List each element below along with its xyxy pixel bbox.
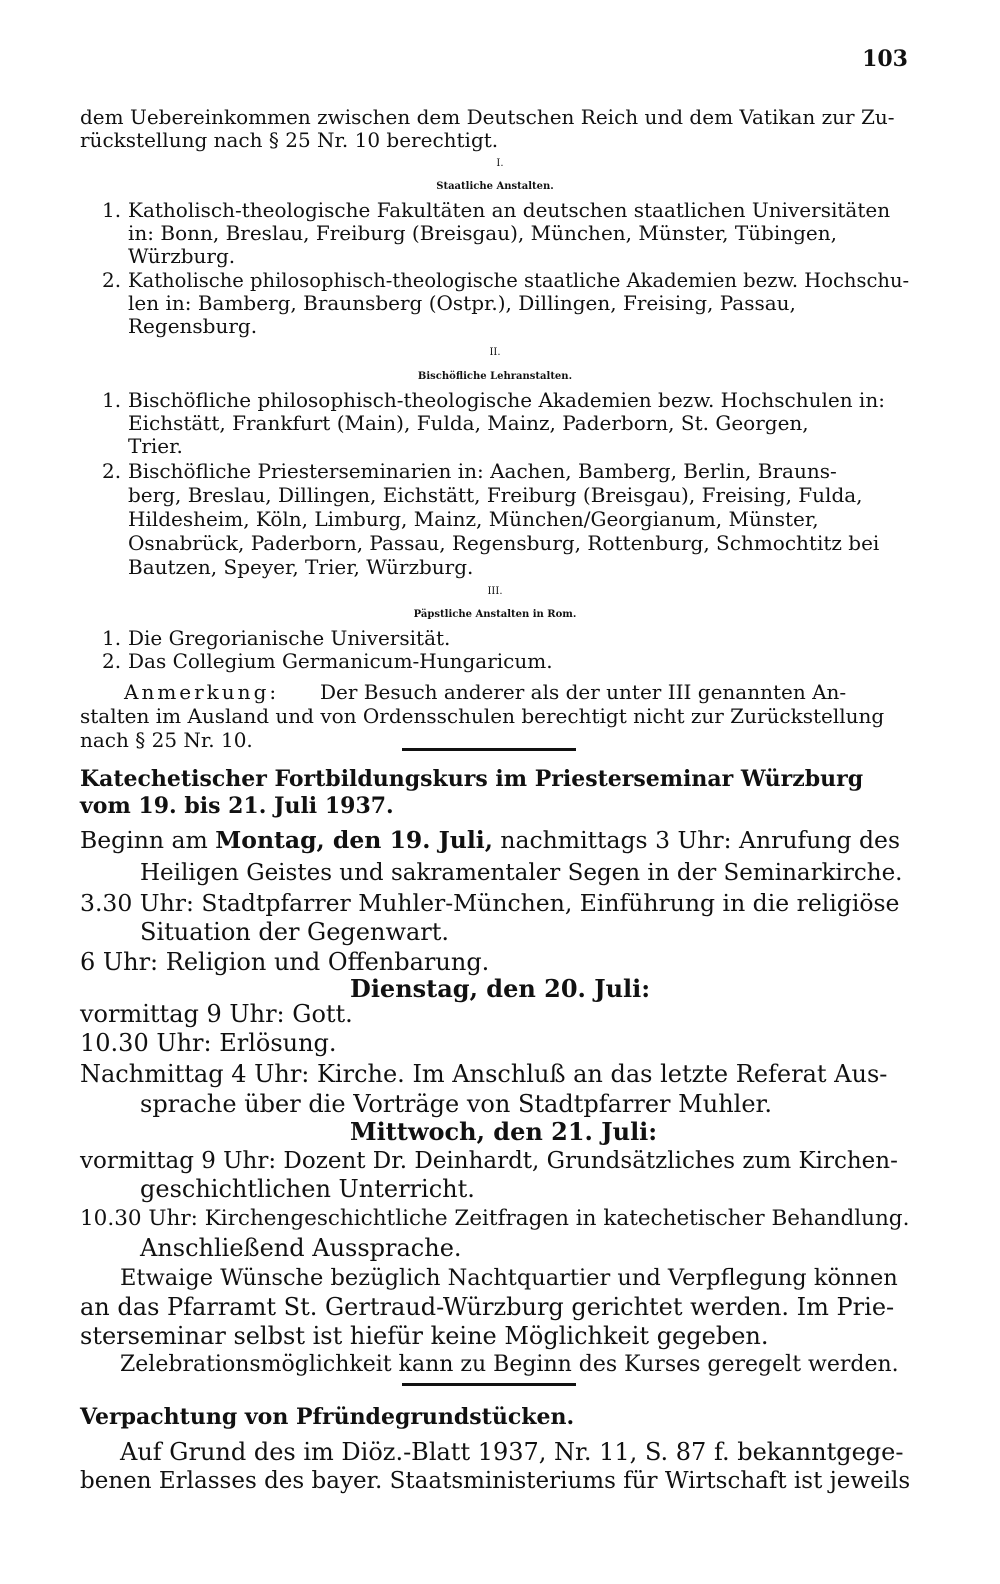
intro-line-2: rückstellung nach § 25 Nr. 10 berechtigt. [80,128,499,152]
wednesday-item: vormittag 9 Uhr: Dozent Dr. Deinhardt, Grundsätzliches zum Kirchen- [80,1148,898,1174]
list-item-line: Regensburg. [128,314,258,338]
monday-day: Montag, den 19. Juli, [215,826,493,854]
list-item-line: Bischöfliche Priesterseminarien in: Aachen, Bamberg, Berlin, Brauns- [128,459,837,483]
tuesday-item: Nachmittag 4 Uhr: Kirche. Im Anschluß an das letzte Referat Aus- [80,1060,888,1088]
list-item-line: in: Bonn, Breslau, Freiburg (Breisgau), München, Münster, Tübingen, [128,221,838,245]
kurs-title-line-1: Katechetischer Fortbildungskurs im Priesterseminar Würzburg [80,766,864,792]
monday-item: Situation der Gegenwart. [140,918,450,946]
section-heading-paepstliche: Päpstliche Anstalten in Rom. [413,609,577,620]
section-heading-bischoefliche: Bischöfliche Lehranstalten. [417,371,573,382]
anmerkung-line: Der Besuch anderer als der unter III genannten An- [320,680,847,704]
tuesday-item: vormittag 9 Uhr: Gott. [80,1000,353,1028]
wednesday-heading: Mittwoch, den 21. Juli: [350,1117,658,1146]
list-item-line: berg, Breslau, Dillingen, Eichstätt, Freiburg (Breisgau), Freising, Fulda, [128,483,863,507]
list-item-number: 2. [102,459,122,483]
wednesday-item: Anschließend Aussprache. [140,1234,462,1262]
list-item-line: Bischöfliche philosophisch-theologische Akademien bezw. Hochschulen in: [128,388,885,412]
list-item-line: len in: Bamberg, Braunsberg (Ostpr.), Dillingen, Freising, Passau, [128,291,796,315]
monday-item: 6 Uhr: Religion und Offenbarung. [80,948,490,976]
monday-pre: Beginn am [80,826,208,854]
anmerkung-line: stalten im Ausland und von Ordensschulen berechtigt nicht zur Zurückstellung [80,704,885,728]
section-heading-staatliche: Staatliche Anstalten. [436,181,554,192]
list-item-line: Eichstätt, Frankfurt (Main), Fulda, Mainz, Paderborn, St. Georgen, [128,411,809,435]
page-number: 103 [862,46,908,72]
verpachtung-line: Auf Grund des im Diöz.-Blatt 1937, Nr. 11, S. 87 f. bekanntgege- [120,1438,904,1466]
monday-line [80,826,900,854]
anmerkung-label: Anmerkung: [124,680,280,704]
anmerkung-line: nach § 25 Nr. 10. [80,728,253,752]
list-item-number: 2. [102,268,122,292]
verpachtung-title: Verpachtung von Pfründegrundstücken. [80,1404,575,1430]
section-numeral-2: II. [489,347,501,358]
closing-line: Etwaige Wünsche bezüglich Nachtquartier und Verpflegung können [120,1265,898,1291]
tuesday-item: sprache über die Vorträge von Stadtpfarrer Muhler. [140,1090,772,1118]
list-item-line: Die Gregorianische Universität. [128,626,451,650]
list-item-line: Hildesheim, Köln, Limburg, Mainz, München/Georgianum, Münster, [128,507,819,531]
closing-line: an das Pfarramt St. Gertraud-Würzburg gerichtet werden. Im Prie- [80,1293,895,1321]
list-item-number: 1. [102,626,122,650]
list-item-line: Katholisch-theologische Fakultäten an deutschen staatlichen Universitäten [128,198,891,222]
list-item-line: Katholische philosophisch-theologische staatliche Akademien bezw. Hochschu- [128,269,910,292]
list-item-line: Würzburg. [128,244,236,268]
list-item-line: Trier. [128,434,183,458]
wednesday-item: 10.30 Uhr: Kirchengeschichtliche Zeitfragen in katechetischer Behandlung. [80,1206,910,1231]
section-numeral-1: I. [496,158,504,169]
intro-line-1: dem Uebereinkommen zwischen dem Deutschen Reich und dem Vatikan zur Zu- [80,105,895,129]
tuesday-item: 10.30 Uhr: Erlösung. [80,1029,337,1057]
wednesday-item: geschichtlichen Unterricht. [140,1175,475,1203]
list-item-number: 2. [102,649,122,673]
monday-post: nachmittags 3 Uhr: Anrufung des [500,826,901,854]
closing-line: Zelebrationsmöglichkeit kann zu Beginn des Kurses geregelt werden. [120,1352,899,1377]
list-item-line: Das Collegium Germanicum-Hungaricum. [128,649,553,673]
section-numeral-3: III. [487,586,503,597]
tuesday-heading: Dienstag, den 20. Juli: [350,974,651,1003]
verpachtung-line: benen Erlasses des bayer. Staatsministeriums für Wirtschaft ist jeweils [80,1468,911,1494]
list-item-number: 1. [102,198,122,222]
separator-rule-2 [402,1383,576,1386]
separator-rule-1 [402,748,576,751]
list-item-line: Bautzen, Speyer, Trier, Würzburg. [128,555,474,579]
list-item-number: 1. [102,388,122,412]
monday-cont: Heiligen Geistes und sakramentaler Segen in der Seminarkirche. [140,860,903,886]
closing-line: sterseminar selbst ist hiefür keine Möglichkeit gegeben. [80,1322,769,1350]
kurs-title-line-2: vom 19. bis 21. Juli 1937. [80,793,394,819]
monday-item: 3.30 Uhr: Stadtpfarrer Muhler-München, Einführung in die religiöse [80,889,900,917]
list-item-line: Osnabrück, Paderborn, Passau, Regensburg, Rottenburg, Schmochtitz bei [128,531,880,555]
